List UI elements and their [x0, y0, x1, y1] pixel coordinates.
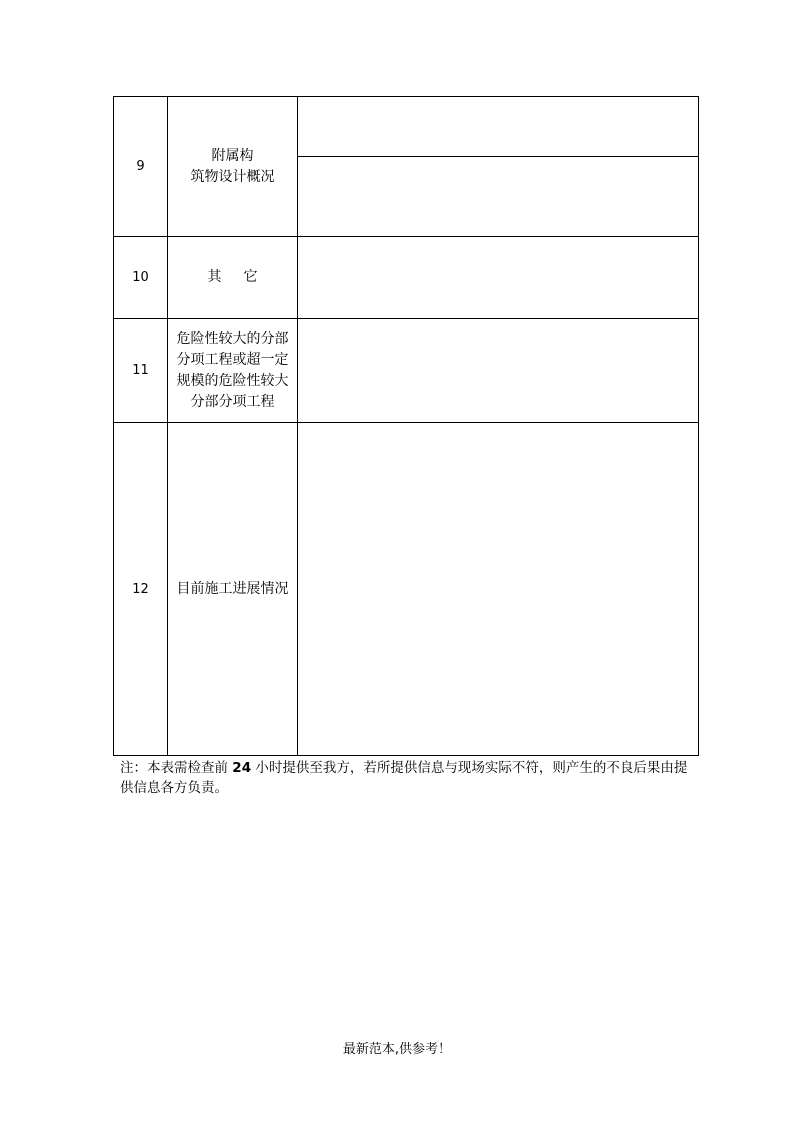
- item-label-part: 其: [207, 269, 222, 285]
- row-item-label: 危险性较大的分部分项工程或超一定规模的危险性较大分部分项工程: [168, 319, 298, 423]
- content-cell[interactable]: [298, 423, 699, 756]
- row-number: 9: [114, 97, 168, 237]
- row-item-label: 目前施工进展情况: [168, 423, 298, 756]
- row-number: 11: [114, 319, 168, 423]
- table-note: [120, 758, 700, 798]
- content-cell[interactable]: [298, 97, 699, 157]
- note-suffix: 小时提供至我方，若所提供信息与现场实际不符，则产生的不良后果由提供信息各方负责。: [120, 760, 688, 796]
- page-footer: 最新范本,供参考！: [342, 1042, 452, 1057]
- content-cell[interactable]: [298, 237, 699, 319]
- row-number: 12: [114, 423, 168, 756]
- row-item-label: [168, 237, 298, 319]
- row-item-label: [168, 97, 298, 237]
- info-table: [113, 96, 699, 756]
- table-row-10: [114, 237, 699, 319]
- note-hours: 24: [232, 760, 252, 776]
- table-row-12: [114, 423, 699, 756]
- row-number: 10: [114, 237, 168, 319]
- note-prefix: 注：本表需检查前: [120, 760, 233, 776]
- content-cell[interactable]: [298, 157, 699, 237]
- content-cell[interactable]: [298, 319, 699, 423]
- table-row-9: [114, 97, 699, 157]
- item-label-line: 筑物设计概况: [190, 168, 275, 185]
- item-label-part: 它: [243, 269, 258, 285]
- table-row-11: [114, 319, 699, 423]
- item-label-line: 附属构: [211, 147, 254, 164]
